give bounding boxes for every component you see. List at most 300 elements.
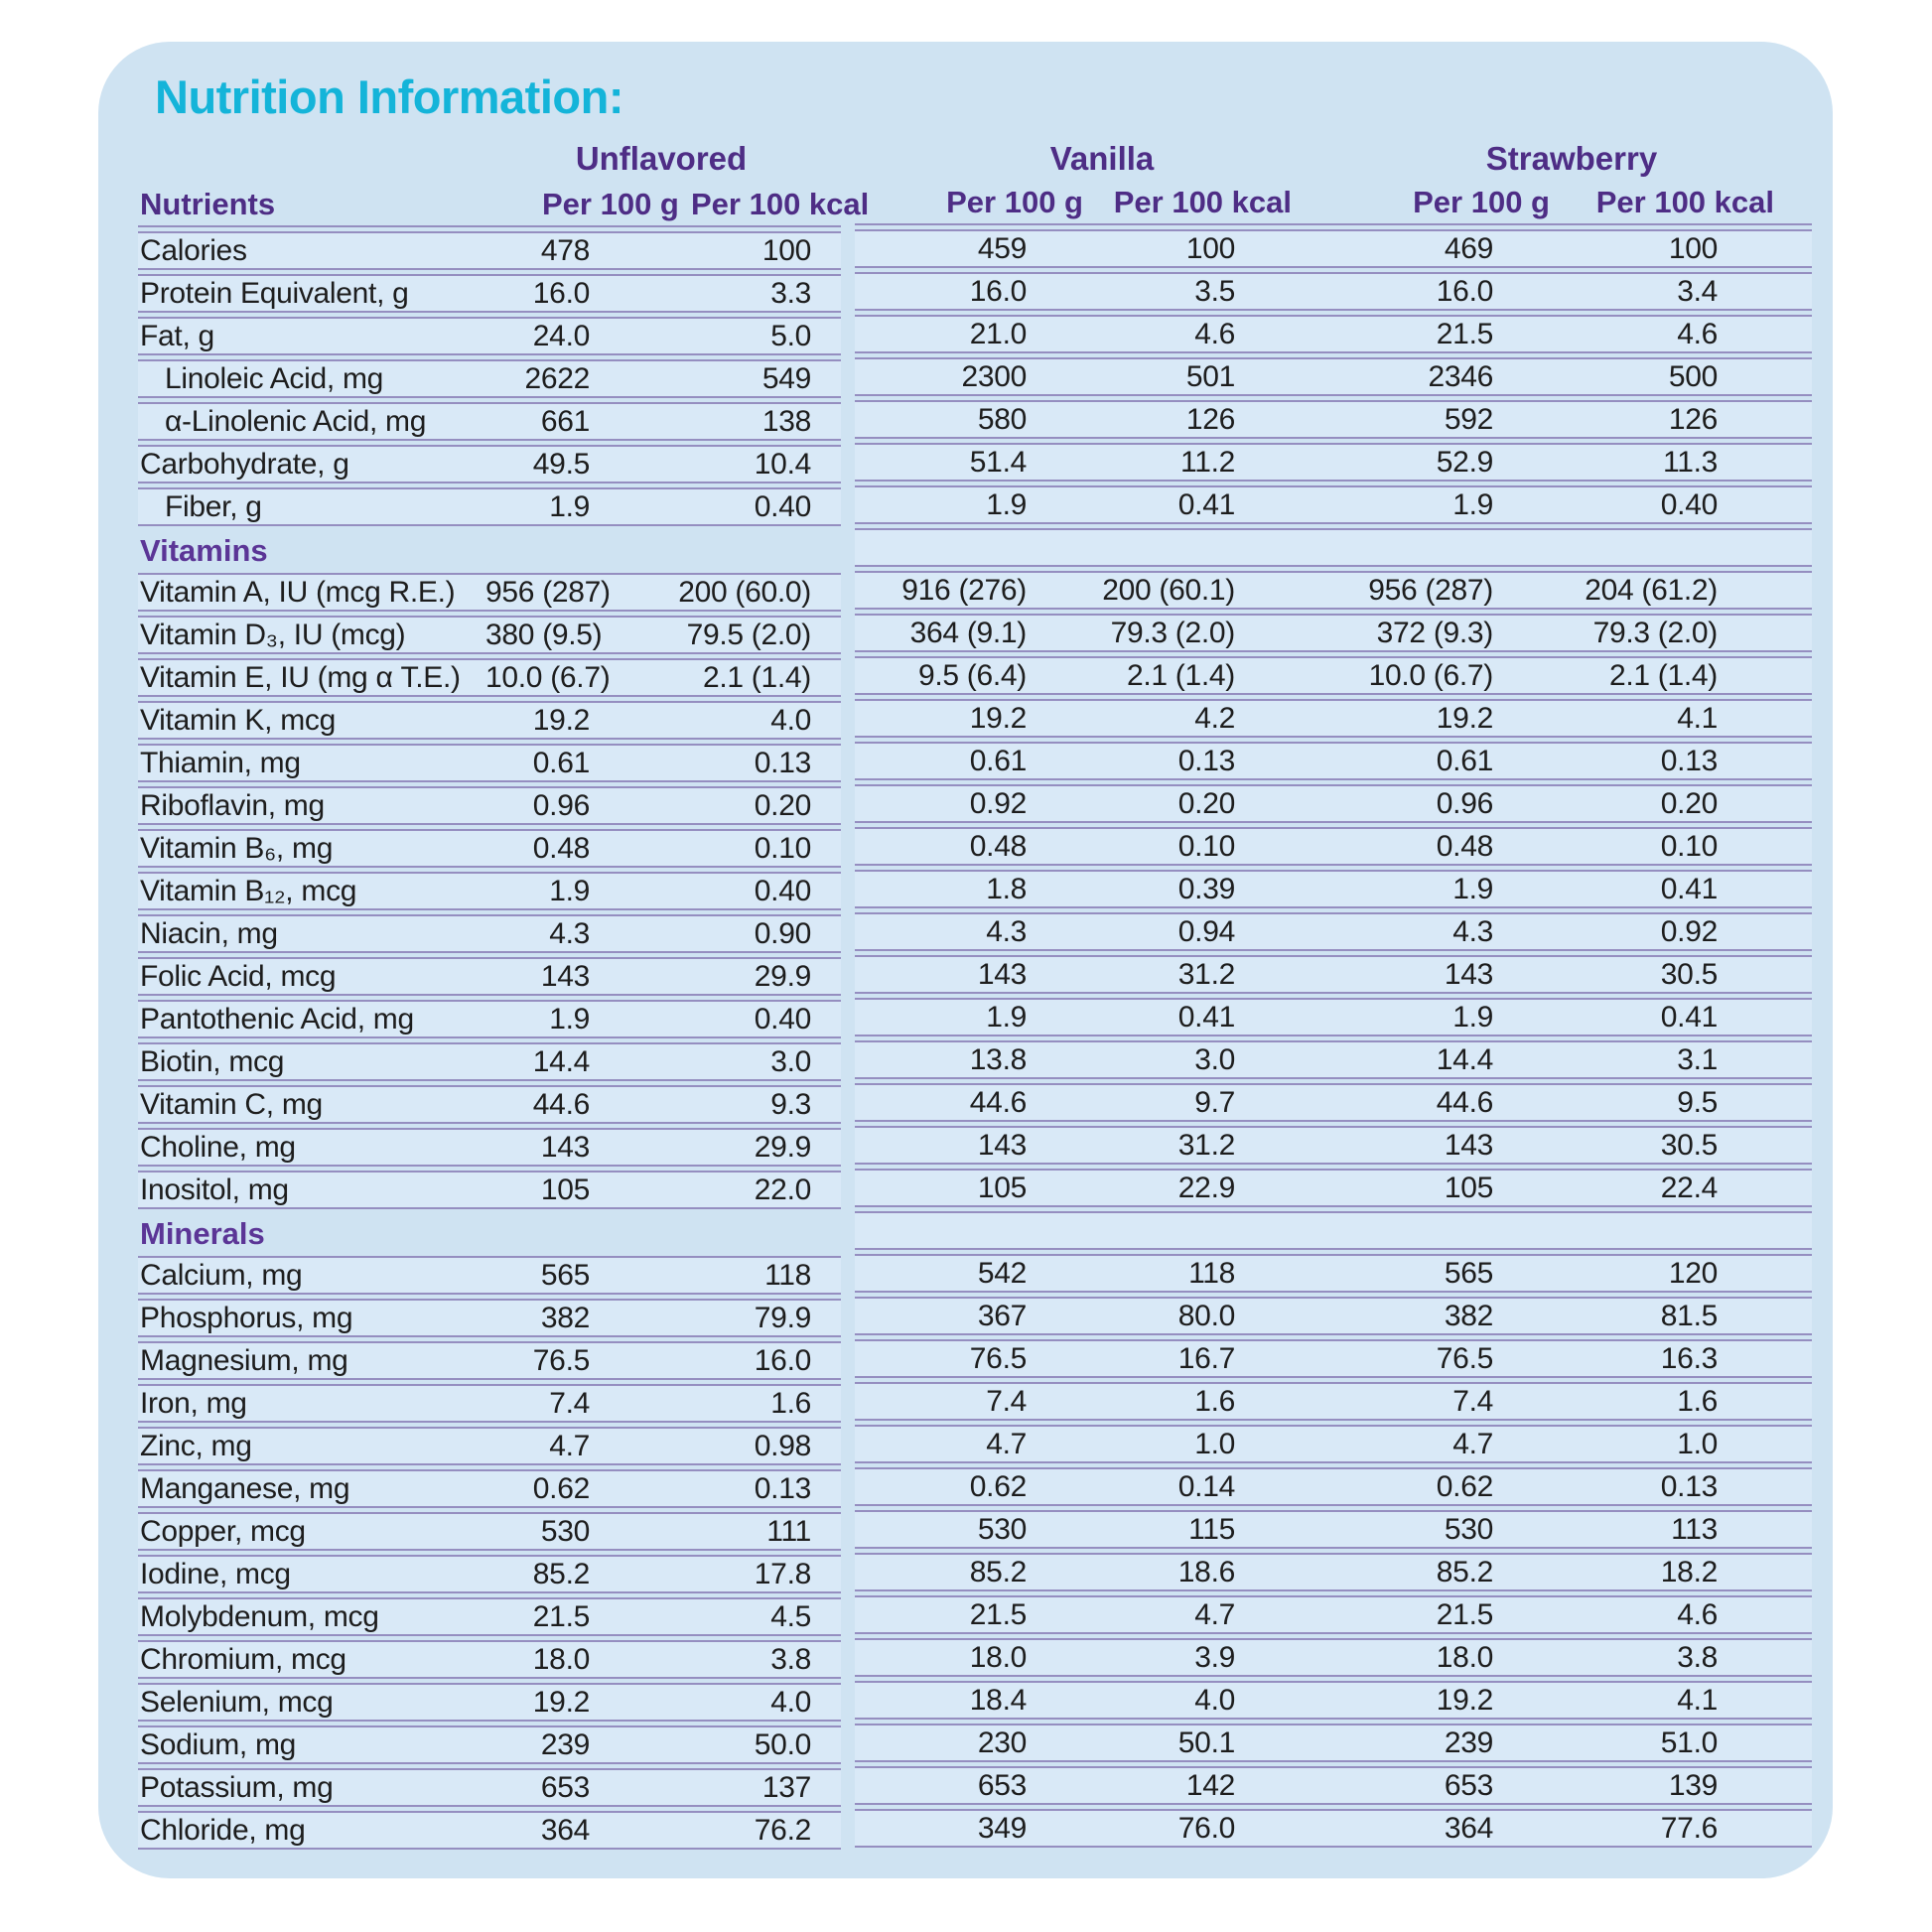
- row-right-segment: [855, 272, 1812, 311]
- row-left-segment: [138, 872, 841, 910]
- row-right-segment: [855, 1681, 1812, 1720]
- value-cell: 4.6: [1677, 318, 1718, 350]
- value-cell: 364: [1444, 1812, 1493, 1845]
- table-row-zinc-mg: [138, 1427, 1812, 1465]
- value-cell: 11.2: [1180, 446, 1235, 479]
- nutrient-label: Zinc, mg: [140, 1430, 252, 1462]
- value-cell: 1.6: [1194, 1385, 1235, 1418]
- row-left-segment: [138, 317, 841, 355]
- row-right-segment: [855, 1126, 1812, 1165]
- value-cell: 50.1: [1177, 1726, 1235, 1759]
- value-cell: 530: [540, 1515, 590, 1548]
- value-cell: 100: [1185, 232, 1235, 265]
- value-cell: 200 (60.1): [1102, 574, 1235, 607]
- row-left-segment: [138, 359, 841, 398]
- value-cell: 79.5 (2.0): [686, 619, 811, 651]
- per-100g-header-strawberry: Per 100 g: [1413, 185, 1550, 219]
- value-cell: 29.9: [754, 960, 811, 993]
- value-cell: 44.6: [1436, 1086, 1493, 1119]
- value-cell: 1.0: [1677, 1428, 1718, 1460]
- table-row-pantothenic-acid-mg: [138, 1000, 1812, 1038]
- value-cell: 0.96: [1436, 787, 1493, 820]
- value-cell: 51.4: [969, 446, 1027, 479]
- value-cell: 580: [977, 403, 1027, 436]
- value-cell: 200 (60.0): [678, 576, 811, 609]
- value-cell: 9.5: [1677, 1086, 1718, 1119]
- value-cell: 7.4: [1452, 1385, 1493, 1418]
- value-cell: 0.92: [1660, 915, 1718, 948]
- value-cell: 30.5: [1660, 1129, 1718, 1162]
- value-cell: 2346: [1428, 360, 1493, 393]
- table-row-choline-mg: [138, 1128, 1812, 1167]
- nutrient-label: Thiamin, mg: [140, 747, 301, 779]
- table-row-niacin-mg: [138, 914, 1812, 953]
- nutrient-label: α-Linolenic Acid, mg: [165, 405, 427, 438]
- row-right-segment: [855, 1040, 1812, 1079]
- table-row-iron-mg: [138, 1384, 1812, 1423]
- value-cell: 138: [761, 405, 811, 438]
- table-row-fiber-g: [138, 487, 1812, 526]
- value-cell: 100: [761, 234, 811, 267]
- value-cell: 653: [540, 1771, 590, 1804]
- section-right-segment: [855, 1211, 1812, 1250]
- value-cell: 4.6: [1194, 318, 1235, 350]
- row-right-segment: [855, 1425, 1812, 1463]
- table-row-vitamin-e-iu-mg-t-e: [138, 658, 1812, 697]
- value-cell: 52.9: [1436, 446, 1493, 479]
- value-cell: 0.61: [1436, 745, 1493, 777]
- nutrient-label: Vitamin B₆, mg: [140, 832, 334, 865]
- value-cell: 459: [977, 232, 1027, 265]
- value-cell: 10.4: [754, 448, 811, 481]
- value-cell: 21.5: [1436, 1598, 1493, 1631]
- per-100kcal-header-vanilla: Per 100 kcal: [1113, 185, 1292, 219]
- value-cell: 126: [1185, 403, 1235, 436]
- value-cell: 29.9: [754, 1131, 811, 1164]
- nutrients-column-header: Nutrients: [140, 187, 276, 221]
- row-right-segment: [855, 1638, 1812, 1677]
- value-cell: 469: [1444, 232, 1493, 265]
- value-cell: 14.4: [1436, 1043, 1493, 1076]
- row-left-segment: [138, 616, 841, 654]
- table-row-fat-g: [138, 317, 1812, 355]
- row-right-segment: [855, 571, 1812, 610]
- value-cell: 0.92: [969, 787, 1027, 820]
- value-cell: 19.2: [1436, 1684, 1493, 1717]
- row-right-segment: [855, 742, 1812, 780]
- per-100kcal-header-unflavored: Per 100 kcal: [691, 187, 870, 221]
- value-cell: 0.10: [1177, 830, 1235, 863]
- value-cell: 5.0: [770, 320, 811, 352]
- value-cell: 18.4: [969, 1684, 1027, 1717]
- value-cell: 0.14: [1177, 1470, 1235, 1503]
- value-cell: 7.4: [986, 1385, 1027, 1418]
- table-row-chloride-mg: [138, 1811, 1812, 1850]
- row-right-segment: [855, 1809, 1812, 1848]
- value-cell: 0.98: [754, 1430, 811, 1462]
- value-cell: 0.61: [532, 747, 590, 779]
- value-cell: 4.6: [1677, 1598, 1718, 1631]
- value-cell: 118: [764, 1259, 811, 1292]
- value-cell: 2.1 (1.4): [1608, 659, 1718, 692]
- nutrient-label: Protein Equivalent, g: [140, 277, 409, 310]
- row-right-segment: [855, 1339, 1812, 1378]
- value-cell: 0.94: [1177, 915, 1235, 948]
- value-cell: 0.90: [754, 917, 811, 950]
- value-cell: 76.5: [969, 1342, 1027, 1375]
- nutrition-card: [98, 42, 1833, 1878]
- value-cell: 13.8: [969, 1043, 1027, 1076]
- value-cell: 76.0: [1177, 1812, 1235, 1845]
- row-right-segment: [855, 1169, 1812, 1207]
- nutrient-label: Calories: [140, 234, 247, 267]
- value-cell: 3.0: [1194, 1043, 1235, 1076]
- value-cell: 76.2: [754, 1814, 811, 1847]
- row-right-segment: [855, 656, 1812, 695]
- value-cell: 1.0: [1194, 1428, 1235, 1460]
- table-row-vitamin-b-mg: [138, 829, 1812, 868]
- nutrient-label: Vitamin E, IU (mg α T.E.): [140, 661, 461, 694]
- row-right-segment: [855, 400, 1812, 439]
- value-cell: 3.0: [770, 1045, 811, 1078]
- value-cell: 85.2: [532, 1558, 590, 1590]
- value-cell: 9.5 (6.4): [917, 659, 1027, 692]
- nutrient-label: Copper, mcg: [140, 1515, 306, 1548]
- nutrient-label: Vitamin K, mcg: [140, 704, 336, 737]
- value-cell: 31.2: [1177, 958, 1235, 991]
- section-row-minerals: [138, 1213, 1812, 1252]
- table-row-sodium-mg: [138, 1725, 1812, 1764]
- value-cell: 4.0: [770, 1686, 811, 1719]
- value-cell: 592: [1444, 403, 1493, 436]
- table-row-selenium-mcg: [138, 1683, 1812, 1722]
- value-cell: 9.3: [770, 1088, 811, 1121]
- row-left-segment: [138, 829, 841, 868]
- value-cell: 542: [977, 1257, 1027, 1290]
- nutrient-label: Iron, mg: [140, 1387, 247, 1420]
- value-cell: 239: [540, 1728, 590, 1761]
- value-cell: 916 (276): [901, 574, 1027, 607]
- row-right-segment: [855, 1595, 1812, 1634]
- nutrient-label: Vitamin B₁₂, mcg: [140, 875, 357, 907]
- row-left-segment: [138, 744, 841, 782]
- value-cell: 105: [977, 1172, 1027, 1204]
- value-cell: 372 (9.3): [1376, 617, 1493, 649]
- row-left-segment: [138, 658, 841, 697]
- nutrient-label: Carbohydrate, g: [140, 448, 349, 481]
- value-cell: 16.3: [1660, 1342, 1718, 1375]
- nutrient-label: Folic Acid, mcg: [140, 960, 337, 993]
- row-left-segment: [138, 1042, 841, 1081]
- value-cell: 0.41: [1177, 488, 1235, 521]
- value-cell: 0.40: [754, 490, 811, 523]
- table-row-iodine-mcg: [138, 1555, 1812, 1593]
- value-cell: 4.0: [770, 704, 811, 737]
- value-cell: 143: [1444, 1129, 1493, 1162]
- row-left-segment: [138, 957, 841, 996]
- value-cell: 0.10: [754, 832, 811, 865]
- row-left-segment: [138, 1085, 841, 1124]
- value-cell: 16.0: [969, 275, 1027, 308]
- section-right-segment: [855, 528, 1812, 567]
- value-cell: 653: [977, 1769, 1027, 1802]
- table-row-thiamin-mg: [138, 744, 1812, 782]
- row-left-segment: [138, 1597, 841, 1636]
- row-right-segment: [855, 955, 1812, 994]
- row-right-segment: [855, 827, 1812, 866]
- value-cell: 18.0: [1436, 1641, 1493, 1674]
- row-left-segment: [138, 1811, 841, 1850]
- row-right-segment: [855, 912, 1812, 951]
- row-left-segment: [138, 701, 841, 740]
- table-row-vitamin-c-mg: [138, 1085, 1812, 1124]
- row-left-segment: [138, 445, 841, 483]
- value-cell: 9.7: [1194, 1086, 1235, 1119]
- table-row-linolenic-acid-mg: [138, 402, 1812, 441]
- value-cell: 0.96: [532, 789, 590, 822]
- value-cell: 530: [1444, 1513, 1493, 1546]
- value-cell: 0.13: [754, 747, 811, 779]
- value-cell: 137: [761, 1771, 811, 1804]
- value-cell: 0.41: [1660, 873, 1718, 905]
- nutrient-label: Vitamin C, mg: [140, 1088, 323, 1121]
- nutrient-label: Selenium, mcg: [140, 1686, 334, 1719]
- nutrient-label: Chloride, mg: [140, 1814, 306, 1847]
- nutrient-label: Inositol, mg: [140, 1173, 289, 1206]
- row-left-segment: [138, 1768, 841, 1807]
- row-left-segment: [138, 231, 841, 270]
- value-cell: 0.20: [1177, 787, 1235, 820]
- value-cell: 4.7: [549, 1430, 590, 1462]
- value-cell: 17.8: [754, 1558, 811, 1590]
- table-row-calcium-mg: [138, 1256, 1812, 1295]
- value-cell: 143: [977, 958, 1027, 991]
- value-cell: 21.0: [969, 318, 1027, 350]
- row-left-segment: [138, 786, 841, 825]
- value-cell: 530: [977, 1513, 1027, 1546]
- row-left-segment: [138, 487, 841, 526]
- value-cell: 0.48: [532, 832, 590, 865]
- column-header-row: [138, 184, 1812, 227]
- row-right-segment: [855, 1254, 1812, 1293]
- table-row-magnesium-mg: [138, 1341, 1812, 1380]
- value-cell: 382: [540, 1302, 590, 1334]
- nutrient-label: Iodine, mcg: [140, 1558, 291, 1590]
- nutrient-label: Biotin, mcg: [140, 1045, 285, 1078]
- row-right-segment: [855, 614, 1812, 652]
- table-row-folic-acid-mcg: [138, 957, 1812, 996]
- table-row-carbohydrate-g: [138, 445, 1812, 483]
- value-cell: 3.8: [770, 1643, 811, 1676]
- value-cell: 500: [1668, 360, 1718, 393]
- value-cell: 0.10: [1660, 830, 1718, 863]
- table-row-potassium-mg: [138, 1768, 1812, 1807]
- value-cell: 204 (61.2): [1585, 574, 1718, 607]
- value-cell: 1.9: [1452, 873, 1493, 905]
- value-cell: 0.61: [969, 745, 1027, 777]
- section-header-minerals: Minerals: [140, 1216, 265, 1251]
- section-header-vitamins: Vitamins: [140, 533, 268, 568]
- table-row-biotin-mcg: [138, 1042, 1812, 1081]
- value-cell: 4.7: [1452, 1428, 1493, 1460]
- value-cell: 49.5: [532, 448, 590, 481]
- value-cell: 1.9: [1452, 488, 1493, 521]
- nutrient-label: Chromium, mcg: [140, 1643, 346, 1676]
- row-right-segment: [855, 1766, 1812, 1805]
- value-cell: 0.13: [754, 1472, 811, 1505]
- value-cell: 100: [1668, 232, 1718, 265]
- row-right-segment: [855, 1467, 1812, 1506]
- value-cell: 4.1: [1677, 1684, 1718, 1717]
- nutrient-label: Magnesium, mg: [140, 1344, 348, 1377]
- row-right-segment: [855, 870, 1812, 908]
- value-cell: 0.13: [1177, 745, 1235, 777]
- value-cell: 105: [1444, 1172, 1493, 1204]
- value-cell: 239: [1444, 1726, 1493, 1759]
- nutrient-label: Choline, mg: [140, 1131, 296, 1164]
- row-left-segment: [138, 1299, 841, 1337]
- value-cell: 1.9: [549, 875, 590, 907]
- value-cell: 10.0 (6.7): [485, 661, 611, 694]
- nutrition-table: [138, 140, 1812, 1850]
- table-row-linoleic-acid-mg: [138, 359, 1812, 398]
- value-cell: 367: [977, 1300, 1027, 1332]
- value-cell: 4.3: [549, 917, 590, 950]
- value-cell: 139: [1668, 1769, 1718, 1802]
- value-cell: 0.48: [1436, 830, 1493, 863]
- row-left-segment: [138, 1000, 841, 1038]
- nutrient-label: Linoleic Acid, mg: [165, 362, 384, 395]
- value-cell: 51.0: [1660, 1726, 1718, 1759]
- value-cell: 111: [766, 1515, 811, 1548]
- value-cell: 44.6: [532, 1088, 590, 1121]
- table-row-riboflavin-mg: [138, 786, 1812, 825]
- value-cell: 79.3 (2.0): [1592, 617, 1718, 649]
- value-cell: 79.3 (2.0): [1110, 617, 1235, 649]
- nutrient-label: Vitamin A, IU (mcg R.E.): [140, 576, 456, 609]
- row-left-segment: [138, 1555, 841, 1593]
- value-cell: 126: [1668, 403, 1718, 436]
- row-left-segment: [138, 274, 841, 313]
- row-right-segment: [855, 357, 1812, 396]
- nutrient-label: Calcium, mg: [140, 1259, 303, 1292]
- row-left-segment: [138, 1171, 841, 1209]
- per-100g-header-unflavored: Per 100 g: [542, 187, 679, 221]
- flavor-header-strawberry: Strawberry: [1485, 140, 1658, 177]
- value-cell: 3.8: [1677, 1641, 1718, 1674]
- value-cell: 2300: [961, 360, 1027, 393]
- value-cell: 364 (9.1): [909, 617, 1027, 649]
- row-right-segment: [855, 784, 1812, 823]
- row-left-segment: [138, 914, 841, 953]
- value-cell: 115: [1188, 1513, 1235, 1546]
- value-cell: 16.0: [1436, 275, 1493, 308]
- flavor-header-row: [138, 140, 1812, 184]
- nutrient-label: Niacin, mg: [140, 917, 278, 950]
- value-cell: 19.2: [532, 1686, 590, 1719]
- value-cell: 956 (287): [485, 576, 611, 609]
- value-cell: 19.2: [532, 704, 590, 737]
- value-cell: 1.8: [986, 873, 1027, 905]
- value-cell: 0.20: [1660, 787, 1718, 820]
- value-cell: 79.9: [754, 1302, 811, 1334]
- row-right-segment: [855, 1510, 1812, 1549]
- value-cell: 142: [1185, 1769, 1235, 1802]
- column-header-right-segment: [855, 182, 1812, 225]
- value-cell: 50.0: [754, 1728, 811, 1761]
- value-cell: 77.6: [1660, 1812, 1718, 1845]
- value-cell: 1.6: [1677, 1385, 1718, 1418]
- value-cell: 16.7: [1177, 1342, 1235, 1375]
- value-cell: 18.0: [532, 1643, 590, 1676]
- value-cell: 143: [977, 1129, 1027, 1162]
- nutrient-label: Fiber, g: [165, 490, 262, 523]
- value-cell: 0.20: [754, 789, 811, 822]
- value-cell: 143: [1444, 958, 1493, 991]
- row-right-segment: [855, 1553, 1812, 1591]
- value-cell: 0.39: [1177, 873, 1235, 905]
- page-title: Nutrition Information:: [155, 70, 623, 123]
- value-cell: 2622: [524, 362, 590, 395]
- value-cell: 85.2: [969, 1556, 1027, 1588]
- value-cell: 4.2: [1194, 702, 1235, 735]
- value-cell: 113: [1671, 1513, 1718, 1546]
- value-cell: 565: [540, 1259, 590, 1292]
- table-row-vitamin-b-mcg: [138, 872, 1812, 910]
- value-cell: 21.5: [1436, 318, 1493, 350]
- row-left-segment: [138, 1640, 841, 1679]
- row-left-segment: [138, 1512, 841, 1551]
- value-cell: 2.1 (1.4): [702, 661, 811, 694]
- row-left-segment: [138, 573, 841, 612]
- value-cell: 380 (9.5): [485, 619, 603, 651]
- value-cell: 14.4: [532, 1045, 590, 1078]
- row-left-segment: [138, 1256, 841, 1295]
- value-cell: 1.9: [549, 1003, 590, 1035]
- value-cell: 4.3: [1452, 915, 1493, 948]
- section-row-vitamins: [138, 530, 1812, 569]
- value-cell: 956 (287): [1368, 574, 1493, 607]
- flavor-header-unflavored: Unflavored: [575, 140, 748, 177]
- value-cell: 565: [1444, 1257, 1493, 1290]
- table-row-vitamin-a-iu-mcg-r-e: [138, 573, 1812, 612]
- value-cell: 0.62: [1436, 1470, 1493, 1503]
- per-100g-header-vanilla: Per 100 g: [946, 185, 1083, 219]
- value-cell: 143: [540, 1131, 590, 1164]
- value-cell: 85.2: [1436, 1556, 1493, 1588]
- nutrient-label: Manganese, mg: [140, 1472, 350, 1505]
- value-cell: 19.2: [969, 702, 1027, 735]
- section-left-segment: [138, 530, 841, 569]
- row-left-segment: [138, 1128, 841, 1167]
- table-row-vitamin-d-iu-mcg: [138, 616, 1812, 654]
- row-right-segment: [855, 998, 1812, 1036]
- value-cell: 4.0: [1194, 1684, 1235, 1717]
- row-right-segment: [855, 443, 1812, 482]
- value-cell: 143: [540, 960, 590, 993]
- value-cell: 18.6: [1177, 1556, 1235, 1588]
- value-cell: 1.9: [986, 488, 1027, 521]
- value-cell: 364: [540, 1814, 590, 1847]
- nutrient-label: Molybdenum, mcg: [140, 1600, 379, 1633]
- row-right-segment: [855, 1083, 1812, 1122]
- nutrient-label: Sodium, mg: [140, 1728, 297, 1761]
- row-left-segment: [138, 1683, 841, 1722]
- value-cell: 81.5: [1660, 1300, 1718, 1332]
- nutrient-label: Pantothenic Acid, mg: [140, 1003, 414, 1035]
- value-cell: 382: [1444, 1300, 1493, 1332]
- value-cell: 230: [977, 1726, 1027, 1759]
